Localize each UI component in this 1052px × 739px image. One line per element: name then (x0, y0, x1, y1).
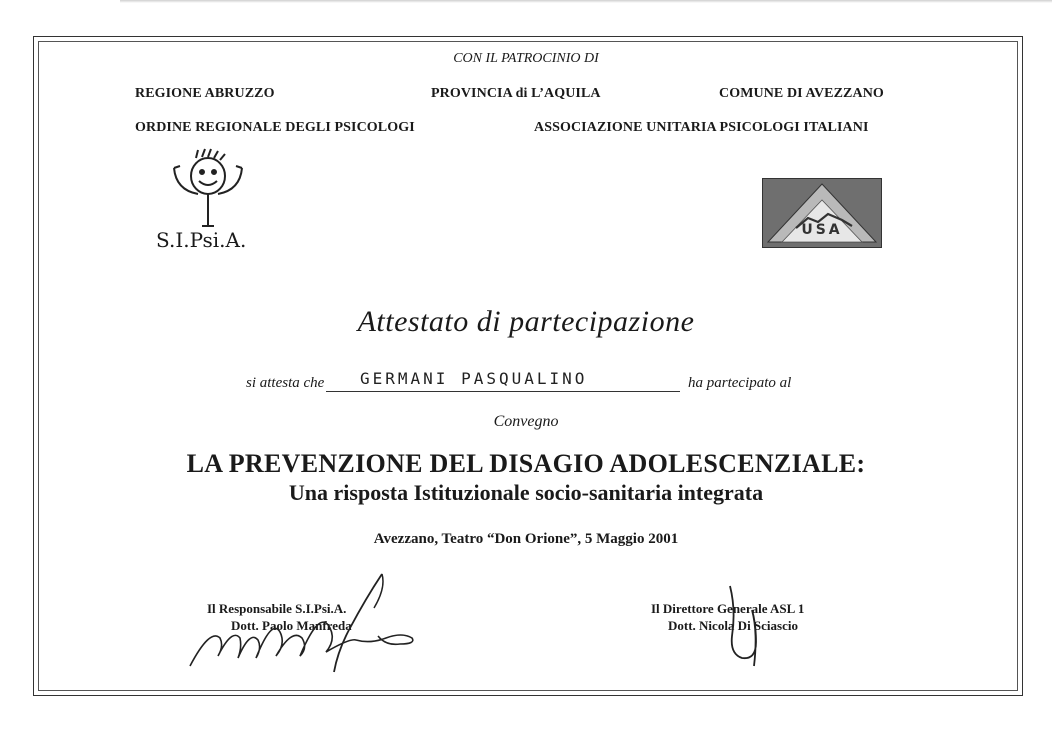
aupi-logo (762, 178, 882, 248)
patron-regione: REGIONE ABRUZZO (135, 86, 275, 101)
right-signatory-role: Il Direttore Generale ASL 1 (651, 601, 805, 616)
patron-associazione: ASSOCIAZIONE UNITARIA PSICOLOGI ITALIANI (534, 120, 869, 135)
attesta-suffix: ha partecipato al (688, 375, 792, 391)
patron-ordine: ORDINE REGIONALE DEGLI PSICOLOGI (135, 120, 415, 135)
sipsia-logo-label: S.I.Psi.A. (156, 228, 247, 252)
attesta-prefix: si attesta che (246, 375, 325, 391)
aupi-logo-label: USA (801, 222, 843, 238)
left-signatory-role: Il Responsabile S.I.Psi.A. (207, 601, 347, 616)
event-subtitle: Una risposta Istituzionale socio-sanitaria integrata (288, 480, 764, 505)
participant-name: GERMANI PASQUALINO (360, 369, 588, 388)
venue-date: Avezzano, Teatro “Don Orione”, 5 Maggio 2001 (373, 531, 679, 547)
event-title: LA PREVENZIONE DEL DISAGIO ADOLESCENZIALE: (186, 449, 866, 478)
name-underline (326, 391, 680, 392)
right-signatory-name: Dott. Nicola Di Sciascio (668, 618, 798, 633)
left-signature (180, 568, 430, 678)
patronage-heading: CON IL PATROCINIO DI (453, 51, 599, 66)
scan-edge (120, 0, 1052, 3)
patron-provincia: PROVINCIA di L’AQUILA (431, 86, 601, 101)
certificate-title: Attestato di partecipazione (357, 305, 695, 338)
left-signatory-name: Dott. Paolo Manfreda (231, 618, 352, 633)
patron-comune: COMUNE DI AVEZZANO (719, 86, 884, 101)
event-type: Convegno (493, 413, 559, 430)
right-signature (722, 580, 782, 672)
